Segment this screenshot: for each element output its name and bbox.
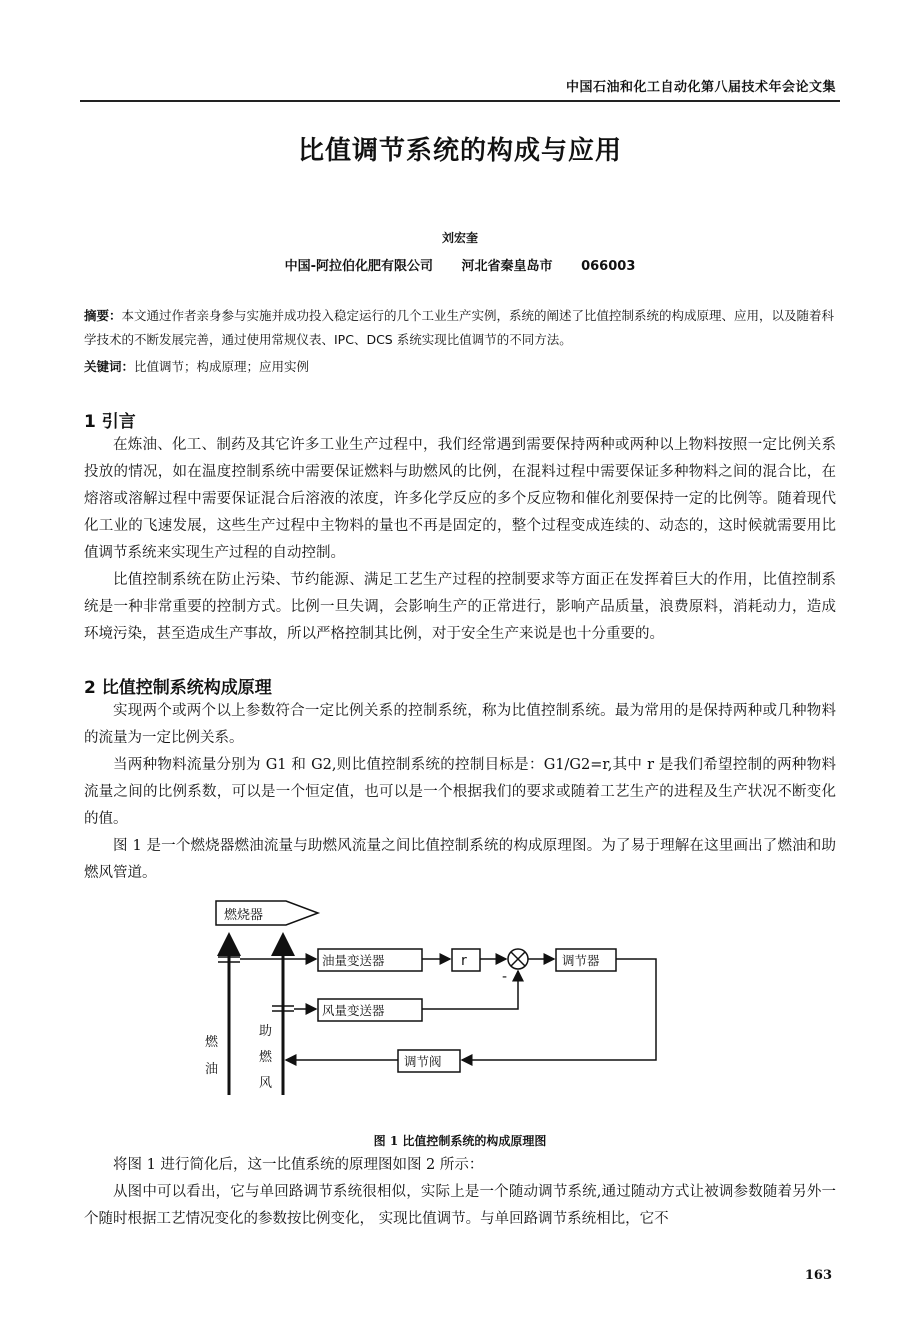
affiliation-postcode: 066003 xyxy=(581,259,636,274)
paragraph-principle-1: 实现两个或两个以上参数符合一定比例关系的控制系统，称为比值控制系统。最为常用的是保持两种或几种物料的流量为一定比例关系。 xyxy=(84,703,836,746)
section-heading-principle: 2 比值控制系统构成原理 xyxy=(84,678,272,698)
fuel-label-2: 油 xyxy=(205,1062,219,1077)
affiliation xyxy=(0,255,920,274)
air-flow-transmitter-label: 风量变送器 xyxy=(322,1003,385,1018)
control-valve-label: 调节阀 xyxy=(404,1054,442,1069)
paragraph-intro-1: 在炼油、化工、制药及其它许多工业生产过程中，我们经常遇到需要保持两种或两种以上物料按照一定比例关系投放的情况，如在温度控制系统中需要保证燃料与助燃风的比例，在混料过程中需要保证多种物料之间的混合比，在熔溶或溶解过程中需要保证混合后溶液的浓度，许多化学反应的多个反应物和催化剂要保持一定的比例等。随着现代化工业的飞速发展，这些生产过程中主物料的量也不再是固定的，整个过程变成连续的、动态的，这时候就需要用比值调节系统来实现生产过程的自动控制。 xyxy=(84,437,836,561)
abstract xyxy=(84,304,836,352)
air-label-1: 助 xyxy=(259,1024,273,1039)
air-label-3: 风 xyxy=(259,1076,273,1091)
section-heading-intro: 1 引言 xyxy=(84,412,136,432)
affiliation-location: 河北省秦皇岛市 xyxy=(461,259,553,274)
controller-label: 调节器 xyxy=(562,953,600,968)
paper-title: 比值调节系统的构成与应用 xyxy=(297,136,622,166)
paragraph-principle-2: 当两种物料流量分别为 G1 和 G2,则比值控制系统的控制目标是：G1/G2=r,其中 r 是我们希望控制的两种物料流量之间的比例系数，可以是一个恒定值，也可以是一个根据我们的要求或随着工艺生产的进程及生产状况不断变化的值。 xyxy=(84,757,836,827)
affiliation-org: 中国-阿拉伯化肥有限公司 xyxy=(284,259,434,274)
abstract-label: 摘要： xyxy=(84,308,122,323)
author: 刘宏奎 xyxy=(441,231,478,245)
journal-header: 中国石油和化工自动化第八届技术年会论文集 xyxy=(565,80,836,95)
page-number: 163 xyxy=(804,1268,832,1283)
figure-caption: 图 1 比值控制系统的构成原理图 xyxy=(373,1134,547,1148)
oil-flow-transmitter-label: 油量变送器 xyxy=(322,953,385,968)
keywords xyxy=(84,357,309,375)
keywords-text: 比值调节；构成原理；应用实例 xyxy=(134,359,310,374)
paragraph-principle-3: 图 1 是一个燃烧器燃油流量与助燃风流量之间比值控制系统的构成原理图。为了易于理解在这里画出了燃油和助燃风管道。 xyxy=(84,838,836,881)
header-rule xyxy=(80,100,840,102)
air-label-2: 燃 xyxy=(259,1050,273,1065)
minus-sign: - xyxy=(502,969,508,985)
paragraph-followup: 从图中可以看出，它与单回路调节系统很相似，实际上是一个随动调节系统,通过随动方式让被调参数随着另外一个随时根据工艺情况变化的参数按比例变化， 实现比值调节。与单回路调节系统相比，它不 xyxy=(84,1184,836,1227)
fuel-label-1: 燃 xyxy=(205,1035,219,1050)
keywords-label: 关键词： xyxy=(84,359,135,374)
paragraph-intro-2: 比值控制系统在防止污染、节约能源、满足工艺生产过程的控制要求等方面正在发挥着巨大的作用，比值控制系统是一种非常重要的控制方式。比例一旦失调，会影响生产的正常进行，影响产品质量，浪费原料，消耗动力，造成环境污染，甚至造成生产事故，所以严格控制其比例，对于安全生产来说是也十分重要的。 xyxy=(84,572,836,642)
figure-1-diagram xyxy=(0,895,920,1125)
paragraph-simplified: 将图 1 进行简化后，这一比值系统的原理图如图 2 所示： xyxy=(113,1157,484,1173)
abstract-text: 本文通过作者亲身参与实施并成功投入稳定运行的几个工业生产实例，系统的阐述了比值控制系统的构成原理、应用，以及随着科学技术的不断发展完善，通过使用常规仪表、IPC、DCS 系统实现比值调节的不同方法。 xyxy=(84,308,835,347)
ratio-label: r xyxy=(461,953,467,969)
burner-label: 燃烧器 xyxy=(224,908,264,923)
